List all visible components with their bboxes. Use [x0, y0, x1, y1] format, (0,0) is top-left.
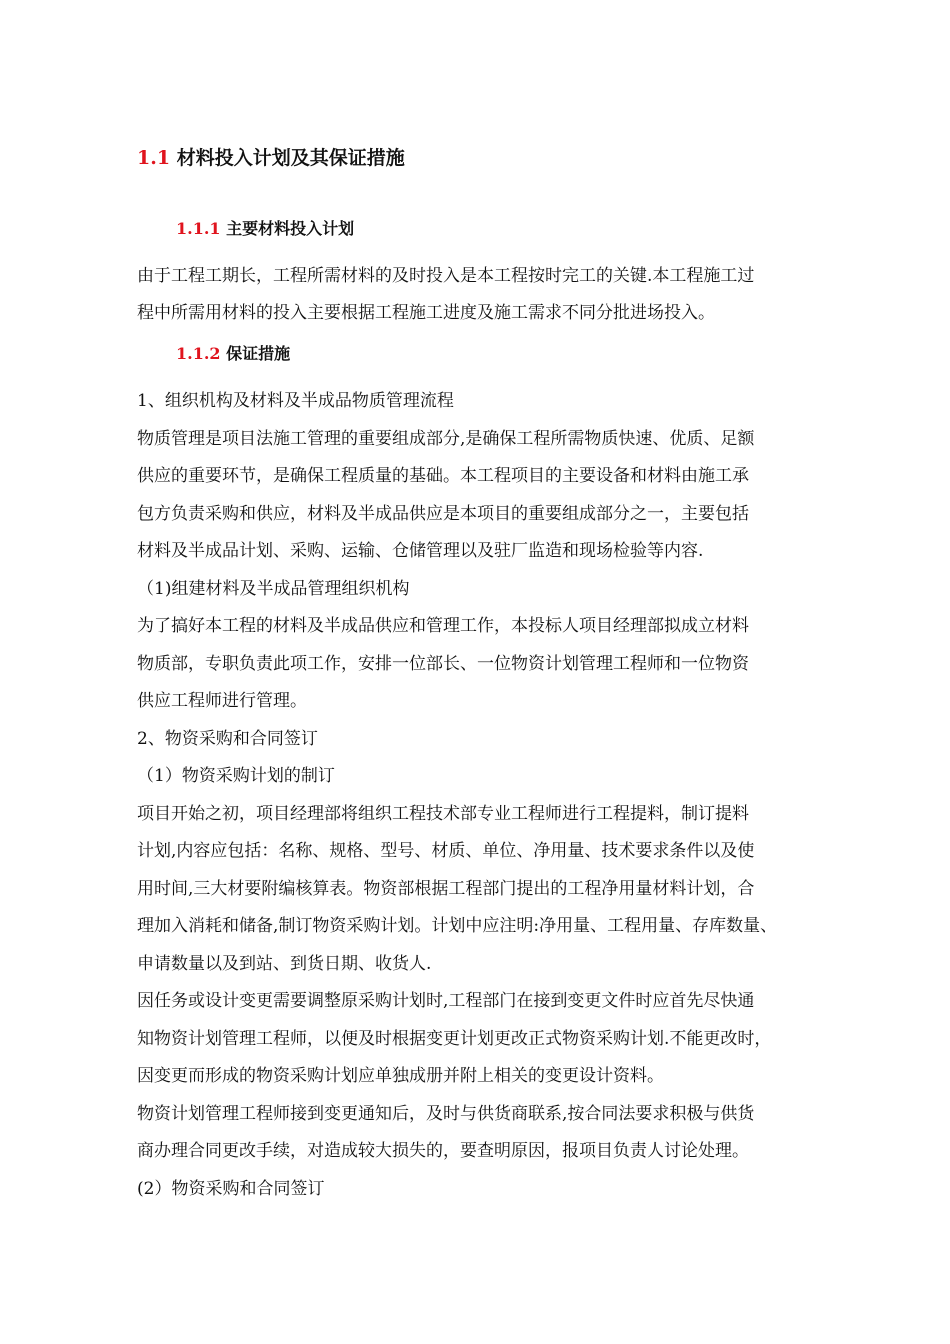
paragraph-line: 为了搞好本工程的材料及半成品供应和管理工作，本投标人项目经理部拟成立材料 [137, 616, 749, 636]
paragraph-line: 材料及半成品计划、采购、运输、仓储管理以及驻厂监造和现场检验等内容. [137, 541, 704, 561]
paragraph-line: 供应的重要环节，是确保工程质量的基础。本工程项目的主要设备和材料由施工承 [137, 466, 749, 486]
paragraph-line: 物质管理是项目法施工管理的重要组成部分,是确保工程所需物质快速、优质、足额 [137, 429, 755, 449]
list-heading: 2、物资采购和合同签订 [137, 729, 318, 749]
paragraph-line: 计划,内容应包括：名称、规格、型号、材质、单位、净用量、技术要求条件以及使 [137, 841, 755, 861]
subsection-heading-1-1-1 [176, 216, 354, 239]
list-subheading: （1）物资采购计划的制订 [137, 766, 335, 786]
list-subheading: (2）物资采购和合同签订 [137, 1179, 325, 1199]
paragraph-line: 供应工程师进行管理。 [137, 691, 307, 711]
paragraph-line: 用时间,三大材要附编核算表。物资部根据工程部门提出的工程净用量材料计划，合 [137, 879, 755, 899]
paragraph-line: 程中所需用材料的投入主要根据工程施工进度及施工需求不同分批进场投入。 [137, 303, 715, 323]
paragraph-line: 包方负责采购和供应，材料及半成品供应是本项目的重要组成部分之一，主要包括 [137, 504, 749, 524]
section-heading-1-1 [137, 143, 405, 170]
subsection-title: 主要材料投入计划 [226, 219, 355, 238]
paragraph-line: 因变更而形成的物资采购计划应单独成册并附上相关的变更设计资料。 [137, 1066, 664, 1086]
paragraph-line: 由于工程工期长，工程所需材料的及时投入是本工程按时完工的关键.本工程施工过 [137, 266, 755, 286]
section-number: 1.1 [137, 147, 171, 169]
list-heading: 1、组织机构及材料及半成品物质管理流程 [137, 391, 454, 411]
paragraph-line: 知物资计划管理工程师，以便及时根据变更计划更改正式物资采购计划.不能更改时， [137, 1029, 772, 1049]
paragraph-line: 理加入消耗和储备,制订物资采购计划。计划中应注明:净用量、工程用量、存库数量、 [137, 916, 778, 936]
subsection-title: 保证措施 [226, 344, 291, 363]
subsection-number: 1.1.1 [176, 219, 221, 238]
paragraph-line: 申请数量以及到站、到货日期、收货人. [137, 954, 432, 974]
paragraph-line: 项目开始之初，项目经理部将组织工程技术部专业工程师进行工程提料，制订提料 [137, 804, 749, 824]
paragraph-line: 物质部，专职负责此项工作，安排一位部长、一位物资计划管理工程师和一位物资 [137, 654, 749, 674]
subsection-heading-1-1-2 [176, 341, 290, 364]
list-subheading: （1)组建材料及半成品管理组织机构 [137, 579, 410, 599]
subsection-number: 1.1.2 [176, 344, 221, 363]
section-title: 材料投入计划及其保证措施 [176, 147, 405, 169]
paragraph-line: 因任务或设计变更需要调整原采购计划时,工程部门在接到变更文件时应首先尽快通 [137, 991, 755, 1011]
paragraph-line: 物资计划管理工程师接到变更通知后，及时与供货商联系,按合同法要求积极与供货 [137, 1104, 755, 1124]
paragraph-line: 商办理合同更改手续，对造成较大损失的，要查明原因，报项目负责人讨论处理。 [137, 1141, 749, 1161]
